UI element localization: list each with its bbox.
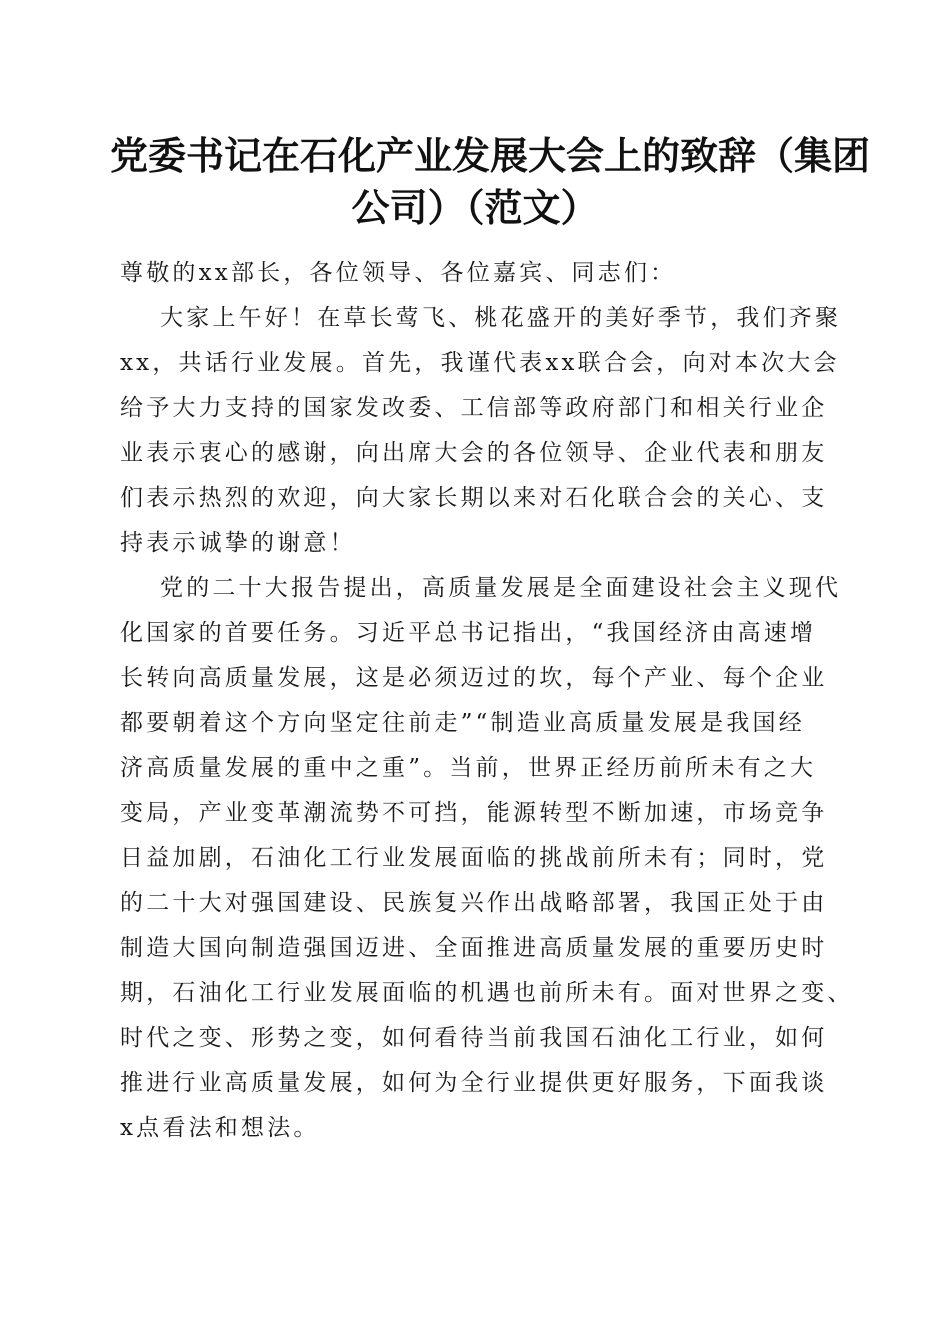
paragraph-1: [120, 296, 840, 566]
title-line-2: 公司）（范文）: [351, 185, 599, 230]
paragraph-1-line: 大家上午好！在草长莺飞、桃花盛开的美好季节，我们齐聚: [160, 305, 842, 331]
paragraph-2-line: 化国家的首要任务。习近平总书记指出，“我国经济由高速增: [120, 620, 817, 646]
paragraph-2-line: 长转向高质量发展，这是必须迈过的坎，每个产业、每个企业: [120, 665, 828, 691]
paragraph-2-line: 期，石油化工行业发展面临的机遇也前所未有。面对世界之变、: [120, 980, 854, 1006]
paragraph-1-line: 们表示热烈的欢迎，向大家长期以来对石化联合会的关心、支: [120, 485, 828, 511]
paragraph-1-line: 持表示诚挚的谢意！: [120, 530, 356, 556]
title-line-1: 党委书记在石化产业发展大会上的致辞（集团: [110, 133, 871, 178]
salutation: 尊敬的xx部长，各位领导、各位嘉宾、同志们：: [120, 260, 677, 286]
paragraph-1-line: 给予大力支持的国家发改委、工信部等政府部门和相关行业企: [120, 395, 828, 421]
paragraph-2-line: 济高质量发展的重中之重”。当前，世界正经历前所未有之大: [120, 755, 817, 781]
paragraph-2-line: 的二十大对强国建设、民族复兴作出战略部署，我国正处于由: [120, 890, 828, 916]
paragraph-2-line: 日益加剧，石油化工行业发展面临的挑战前所未有；同时，党: [120, 845, 828, 871]
paragraph-2-line: 都要朝着这个方向坚定往前走”“制造业高质量发展是我国经: [120, 710, 805, 736]
paragraph-2-line: 制造大国向制造强国迈进、全面推进高质量发展的重要历史时: [120, 935, 828, 961]
paragraph-1-line: xx，共话行业发展。首先，我谨代表xx联合会，向对本次大会: [120, 350, 840, 376]
paragraph-2: [120, 566, 854, 1151]
paragraph-2-line: 变局，产业变革潮流势不可挡，能源转型不断加速，市场竞争: [120, 800, 828, 826]
document-title: [110, 130, 871, 234]
paragraph-2-line: 推进行业高质量发展，如何为全行业提供更好服务，下面我谈: [120, 1070, 828, 1096]
paragraph-2-line: 党的二十大报告提出，高质量发展是全面建设社会主义现代: [160, 575, 842, 601]
paragraph-2-line: 时代之变、形势之变，如何看待当前我国石油化工行业，如何: [120, 1025, 828, 1051]
paragraph-2-line: x点看法和想法。: [120, 1115, 320, 1141]
paragraph-1-line: 业表示衷心的感谢，向出席大会的各位领导、企业代表和朋友: [120, 440, 828, 466]
document-body: [120, 251, 854, 1151]
